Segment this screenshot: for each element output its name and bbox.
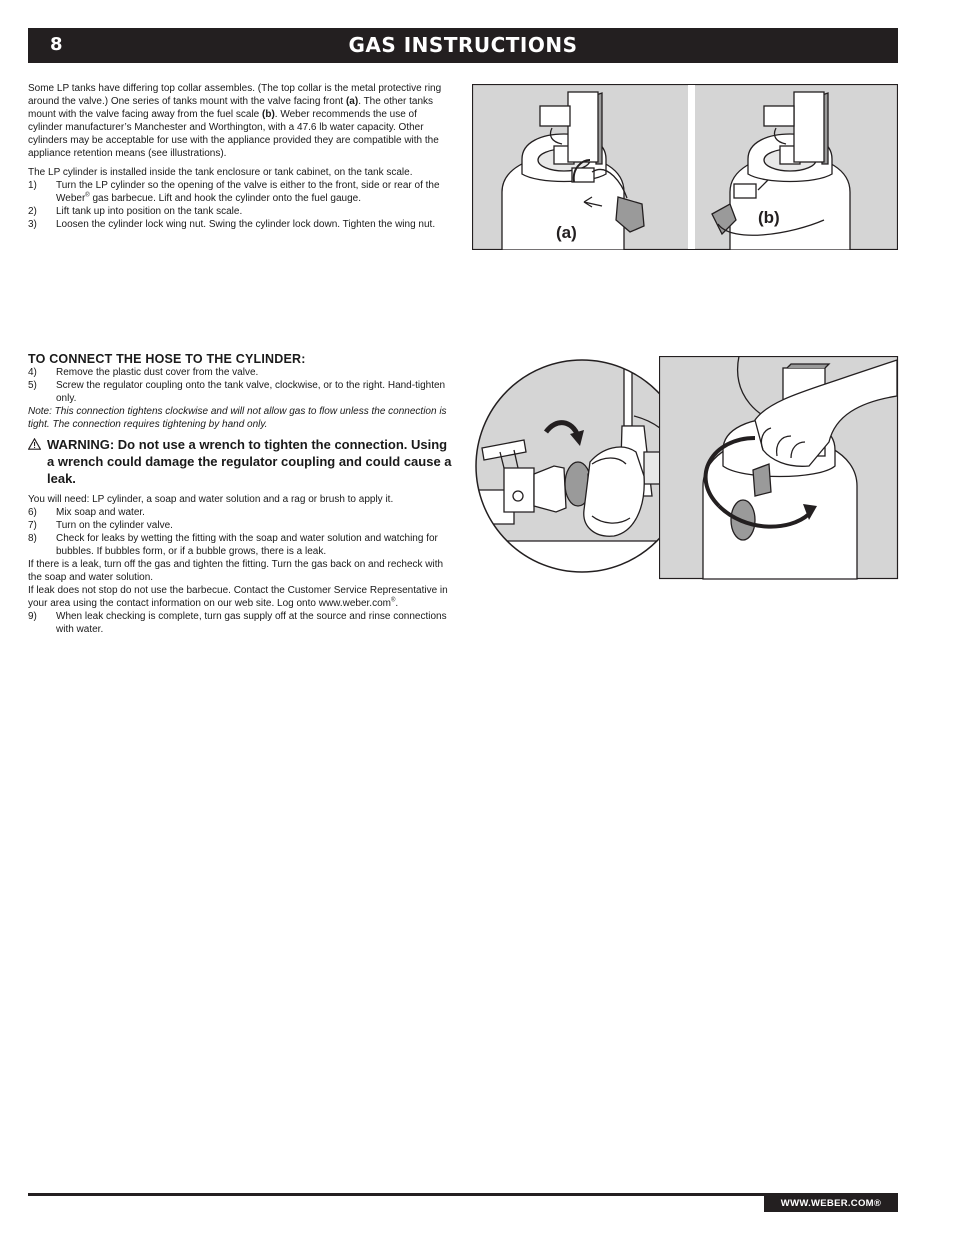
list-item: 5) Screw the regulator coupling onto the tank valve, clockwise, or to the right. Hand-tighten only.: [28, 380, 446, 404]
list-item: 7) Turn on the cylinder valve.: [28, 520, 173, 531]
leak-check-illustration: [659, 356, 899, 580]
intro-section: [28, 82, 453, 231]
warning-triangle-icon: [28, 438, 41, 450]
intro-paragraph: Some LP tanks have differing top collar assembles. (The top collar is the metal protective ring around the valve.) One series of tanks mount with the valve facing front (a). The other tanks mount with the valve facing away from the fuel scale (b). Weber recommends the use of cylinder manufacturer’s Manchester and Worthington, with a 47.6 lb water capacity. Other cylinders may be acceptable for use with the appliance provided they are compatible with the appliance retention means (see illustrations).: [28, 83, 442, 159]
requirements-text: You will need: LP cylinder, a soap and water solution and a rag or brush to apply it.: [28, 494, 394, 505]
note-text: Note: This connection tightens clockwise and will not allow gas to flow unless the connection is tight. The connection requires tightening by hand only.: [28, 406, 447, 430]
footer-url: WWW.WEBER.COM®: [764, 1196, 898, 1212]
connect-section: [28, 353, 453, 636]
regulator-coupling-illustration: [474, 356, 660, 576]
list-item: 2) Lift tank up into position on the tank scale.: [28, 206, 243, 217]
list-item: 1) Turn the LP cylinder so the opening of the valve is either to the front, side or rear of the Weber® gas barbecue. Lift and hook the cylinder onto the fuel gauge.: [28, 180, 440, 204]
page-number: 8: [50, 34, 63, 55]
warning-block: [28, 436, 453, 487]
support-paragraph: If leak does not stop do not use the barbecue. Contact the Customer Service Representative in your area using the contact information on our web site. Log onto www.weber.com®.: [28, 585, 448, 609]
leak-paragraph: If there is a leak, turn off the gas and tighten the fitting. Turn the gas back on and recheck with the soap and water solution.: [28, 559, 444, 583]
figure-label-a: (a): [556, 223, 577, 242]
label-b-ref: (b): [262, 109, 275, 120]
list-item: 6) Mix soap and water.: [28, 507, 145, 518]
list-item: 4) Remove the plastic dust cover from the valve.: [28, 367, 259, 378]
page-header: [28, 28, 898, 63]
list-item: 9) When leak checking is complete, turn gas supply off at the source and rinse connections with water.: [28, 611, 447, 635]
warning-text: WARNING: Do not use a wrench to tighten the connection. Using a wrench could damage the regulator coupling and could cause a leak.: [47, 437, 452, 486]
page-title: GAS INSTRUCTIONS: [348, 33, 578, 57]
section-heading: TO CONNECT THE HOSE TO THE CYLINDER:: [28, 352, 306, 366]
cylinder-collar-illustration: [472, 84, 898, 250]
label-a-ref: (a): [345, 96, 359, 107]
list-item: 3) Loosen the cylinder lock wing nut. Swing the cylinder lock down. Tighten the wing nut.: [28, 219, 436, 230]
list-item: 8) Check for leaks by wetting the fitting with the soap and water solution and watching for bubbles. If bubbles form, or if a bubble grows, there is a leak.: [28, 533, 438, 557]
install-paragraph: The LP cylinder is installed inside the tank enclosure or tank cabinet, on the tank scale.: [28, 167, 413, 178]
figure-label-b: (b): [758, 208, 780, 227]
